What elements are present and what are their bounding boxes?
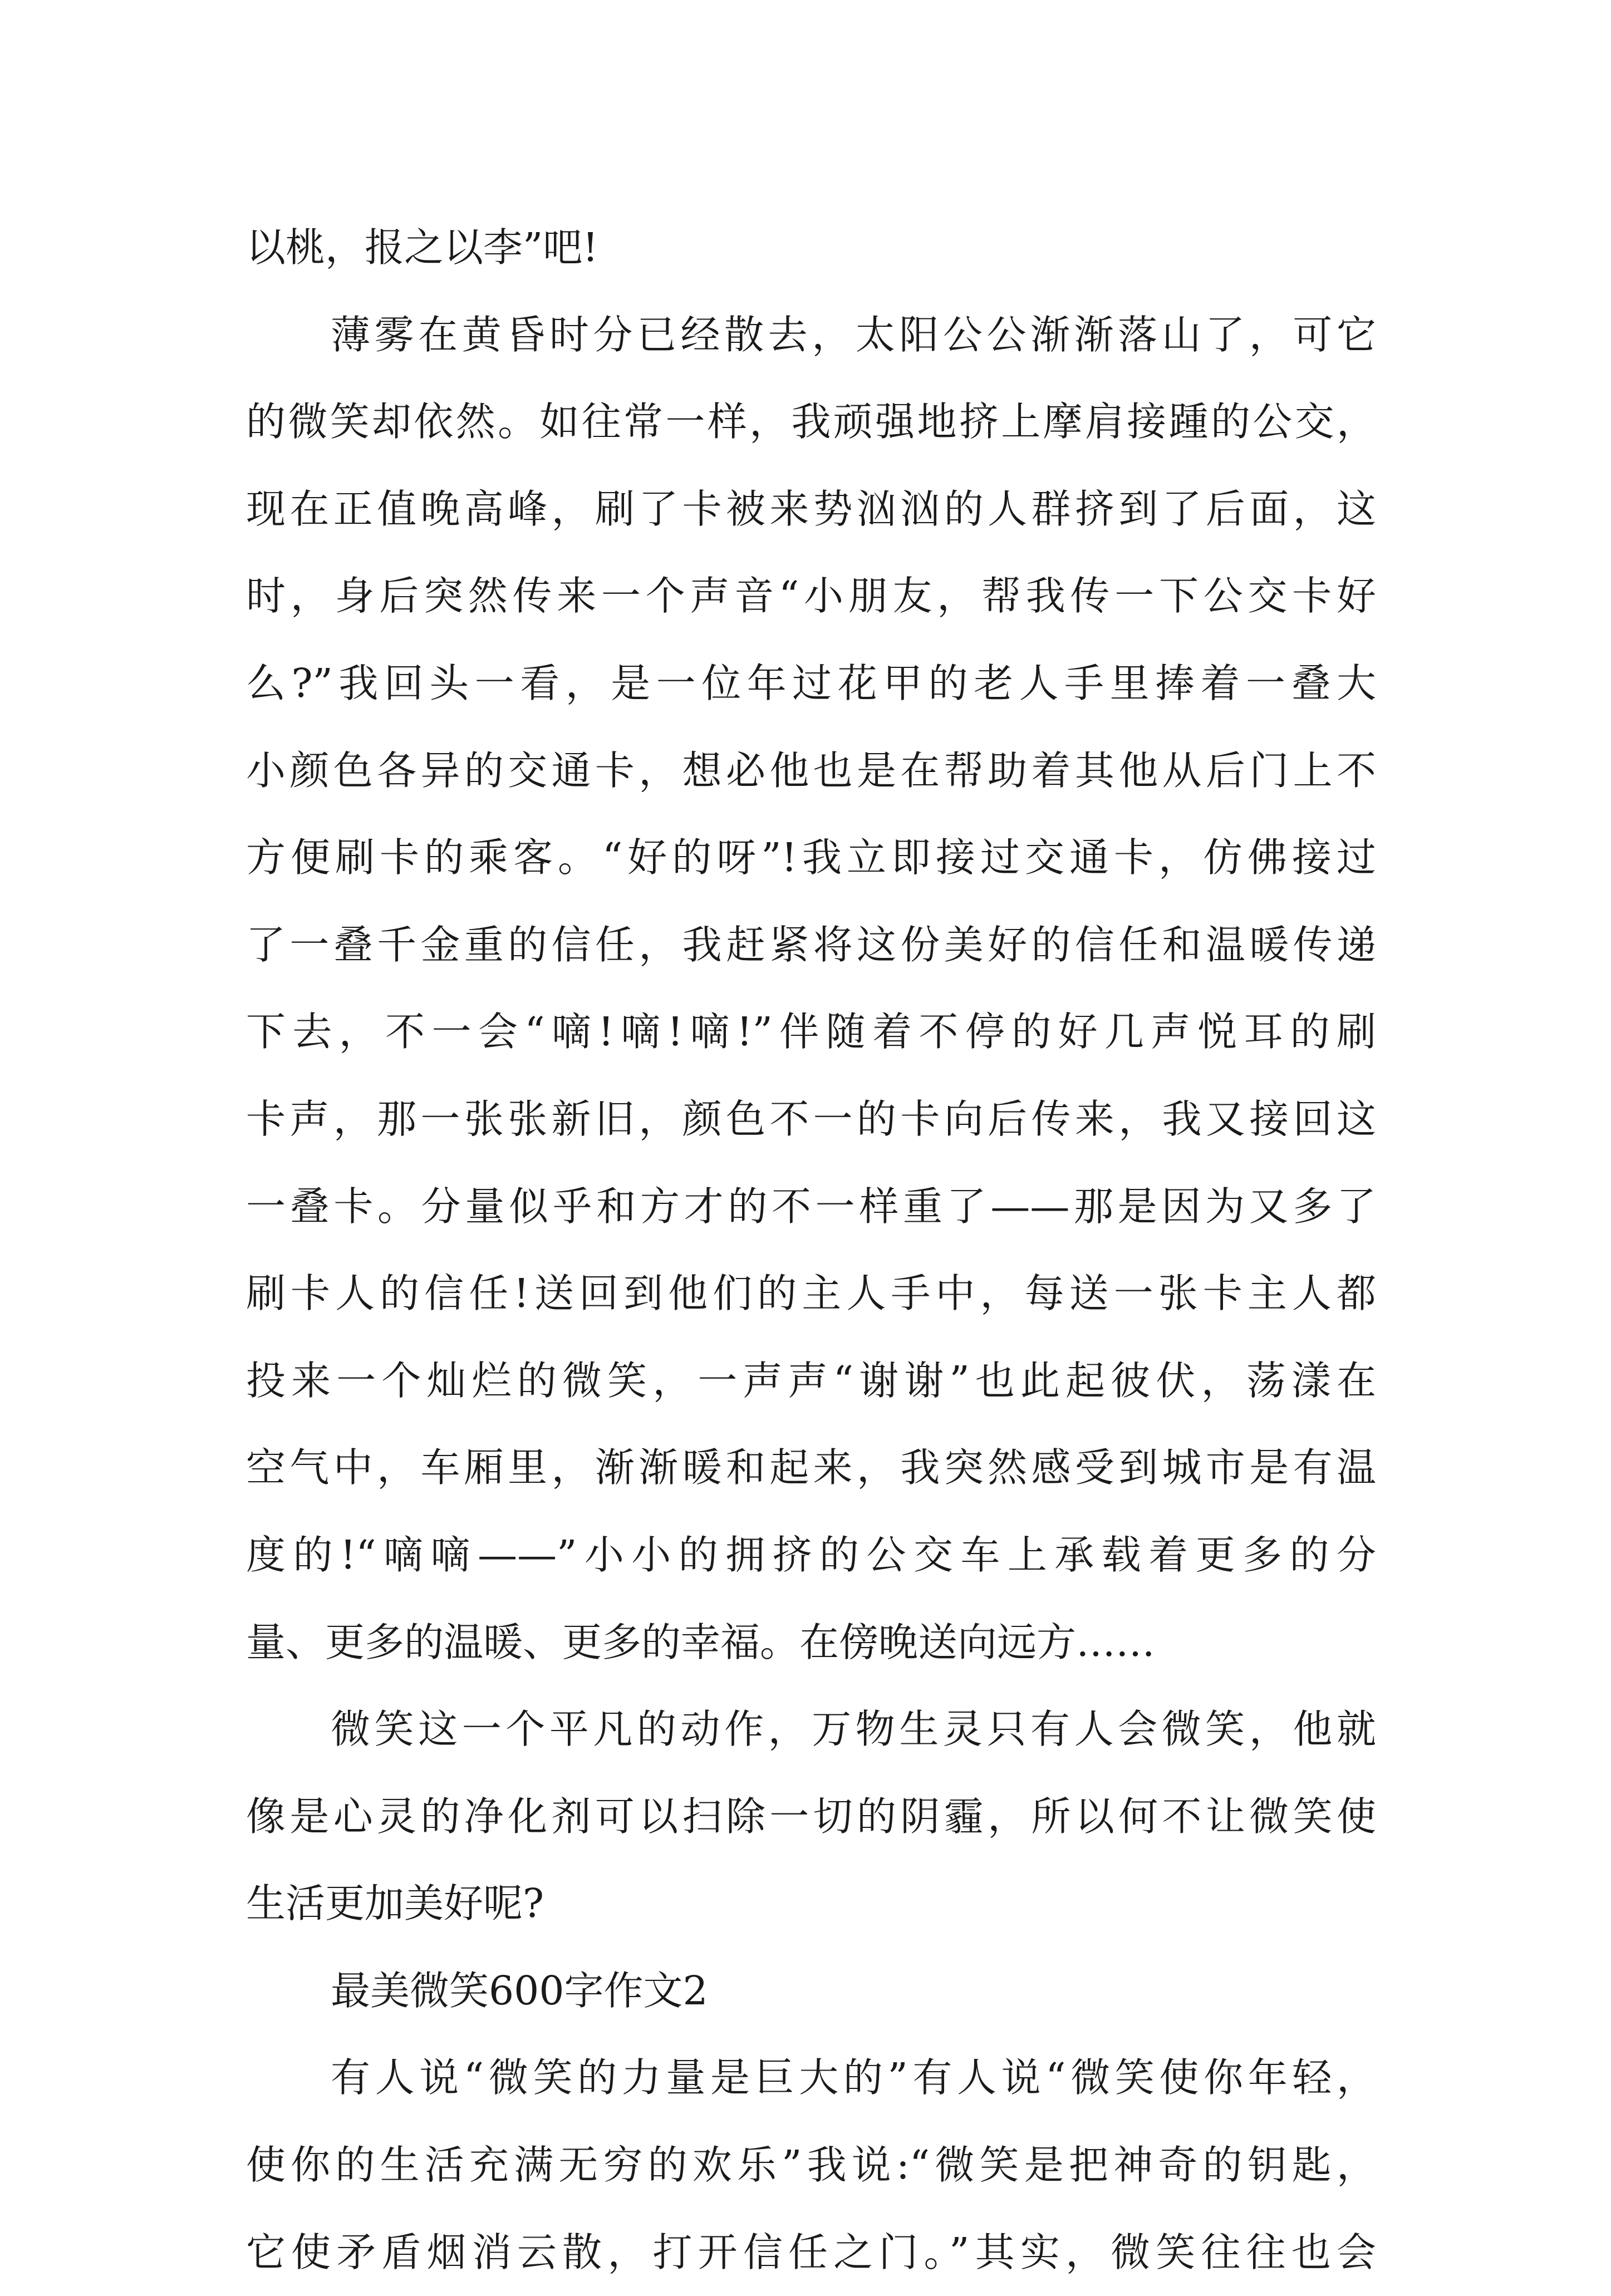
text-line: 时，身后突然传来一个声音“小朋友，帮我传一下公交卡好 (246, 573, 1376, 620)
text-line: 一叠卡。分量似乎和方才的不一样重了——那是因为又多了 (246, 1183, 1376, 1230)
text-line: 度的!“嘀嘀——”小小的拥挤的公交车上承载着更多的分 (246, 1531, 1376, 1578)
text-line: 么?”我回头一看，是一位年过花甲的老人手里捧着一叠大 (246, 660, 1376, 706)
text-line: 薄雾在黄昏时分已经散去，太阳公公渐渐落山了，可它 (331, 311, 1376, 358)
text-line: 投来一个灿烂的微笑，一声声“谢谢”也此起彼伏，荡漾在 (246, 1357, 1376, 1404)
text-line: 方便刷卡的乘客。“好的呀”!我立即接过交通卡，仿佛接过 (246, 834, 1376, 881)
text-line: 量、更多的温暖、更多的幸福。在傍晚送向远方…… (246, 1619, 1156, 1665)
text-line: 以桃，报之以李”吧! (246, 224, 598, 271)
text-line: 了一叠千金重的信任，我赶紧将这份美好的信任和温暖传递 (246, 921, 1376, 968)
text-line: 生活更加美好呢? (246, 1880, 544, 1927)
section-heading: 最美微笑600字作文2 (331, 1967, 708, 2014)
text-line: 下去，不一会“嘀!嘀!嘀!”伴随着不停的好几声悦耳的刷 (246, 1009, 1376, 1055)
text-line: 的微笑却依然。如往常一样，我顽强地挤上摩肩接踵的公交， (246, 399, 1376, 445)
body-text (246, 204, 1376, 2296)
text-line: 现在正值晚高峰，刷了卡被来势汹汹的人群挤到了后面，这 (246, 485, 1376, 532)
text-line: 有人说“微笑的力量是巨大的”有人说“微笑使你年轻， (331, 2054, 1376, 2101)
text-line: 卡声，那一张张新旧，颜色不一的卡向后传来，我又接回这 (246, 1095, 1376, 1142)
text-line: 它使矛盾烟消云散，打开信任之门。”其实，微笑往往也会 (246, 2229, 1376, 2275)
text-line: 使你的生活充满无穷的欢乐”我说:“微笑是把神奇的钥匙， (246, 2142, 1376, 2189)
text-line: 刷卡人的信任!送回到他们的主人手中，每送一张卡主人都 (246, 1270, 1376, 1317)
text-line: 空气中，车厢里，渐渐暖和起来，我突然感受到城市是有温 (246, 1444, 1376, 1491)
text-line: 小颜色各异的交通卡，想必他也是在帮助着其他从后门上不 (246, 747, 1376, 794)
text-line: 微笑这一个平凡的动作，万物生灵只有人会微笑，他就 (331, 1706, 1376, 1753)
text-line: 像是心灵的净化剂可以扫除一切的阴霾，所以何不让微笑使 (246, 1793, 1376, 1840)
